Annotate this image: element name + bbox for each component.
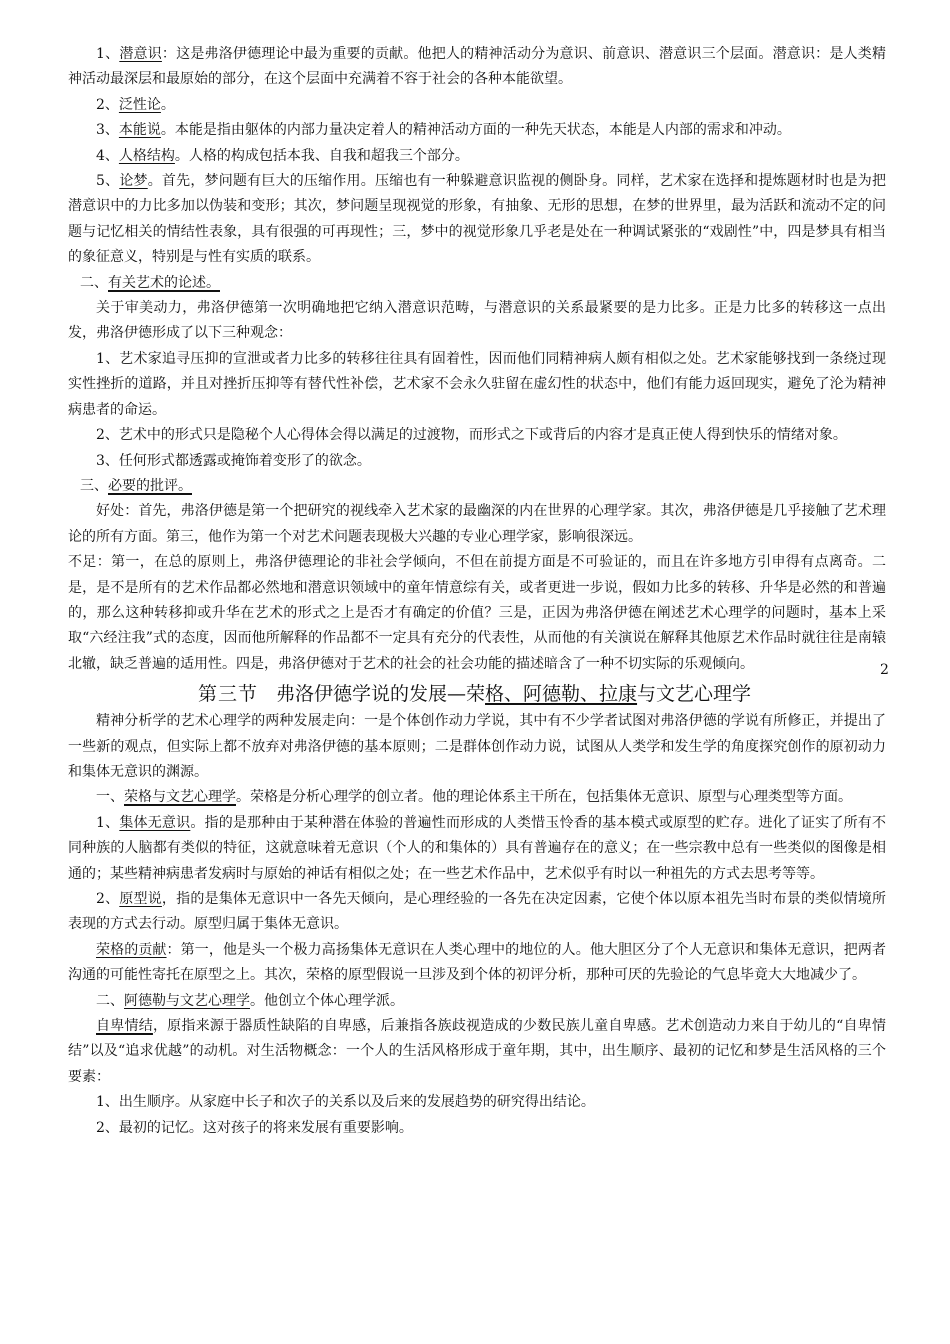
heading-text: 有关艺术的论述。 (108, 274, 220, 291)
jung-contribution (68, 938, 886, 989)
item-term: 泛性论 (118, 96, 161, 113)
inferiority-term: 自卑情结 (96, 1018, 153, 1035)
critique-merits: 好处：首先，弗洛伊德是第一个把研究的视线牵入艺术家的最幽深的内在世界的心理学家。其次，弗洛伊德是几乎接触了艺术理论的所有方面。第三，他作为第一个对艺术问题表现极大兴趣的专业心理学家，影响很深远。 (68, 503, 886, 545)
item-term: 人格结构 (118, 147, 175, 164)
item-text: 。本能是指由躯体的内部力量决定着人的精神活动方面的一种先天状态，本能是人内部的需求和冲动。 (160, 122, 791, 139)
contribution-term: 荣格的贡献 (96, 941, 167, 958)
heading-text: 。荣格是分析心理学的创立者。他的理论体系主干所在，包括集体无意识、原型与心理类型等方面。 (236, 789, 852, 806)
item-text: 。人格的构成包括本我、自我和超我三个部分。 (174, 147, 469, 164)
adler-heading (68, 989, 886, 1014)
item-term: 潜意识 (119, 46, 162, 62)
section-title-part: 与文艺心理学 (637, 683, 752, 706)
item-term: 论梦 (119, 173, 148, 190)
heading-number: 二、 (80, 274, 108, 291)
freud-item-1 (68, 42, 886, 93)
item-number: 2、 (96, 891, 120, 907)
heading-term: 荣格与文艺心理学 (124, 789, 236, 806)
item-text: 。首先，梦问题有巨大的压缩作用。压缩也有一种躲避意识监视的侧卧身。同样，艺术家在选择和提炼题材时也是为把潜意识中的力比多加以伪装和变形；其次，梦问题呈现视觉的形象，有抽象、无形的思想，在梦的世界里，最为活跃和流动不定的问题与记忆相关的情结性表象，具有很强的可再现性；三，梦中的视觉形象几乎老是处在一种调试紧张的“戏剧性”中，四是梦具有相当的象征意义，特别是与性有实质的联系。 (68, 173, 886, 266)
critique-heading (68, 474, 886, 499)
adler-item-2: 2、最初的记忆。这对孩子的将来发展有重要影响。 (96, 1119, 413, 1136)
heading-term: 阿德勒与文艺心理学 (124, 992, 250, 1009)
item-number: 4、 (96, 147, 119, 164)
heading-number: 三、 (80, 477, 108, 494)
item-number: 5、 (96, 173, 120, 190)
heading-text: 。他创立个体心理学派。 (250, 992, 404, 1009)
item-number: 2、 (96, 96, 119, 113)
jung-item-2 (68, 887, 886, 938)
item-text: 。 (160, 96, 175, 113)
item-number: 3、 (96, 122, 119, 139)
adler-item-1: 1、出生顺序。从家庭中长子和次子的关系以及后来的发展趋势的研究得出结论。 (96, 1094, 595, 1111)
contribution-text: ：第一，他是头一个极力高扬集体无意识在人类心理中的地位的人。他大胆区分了个人无意识和集体无意识，把两者沟通的可能性寄托在原型之上。其次，荣格的原型假说一旦涉及到个体的初评分析，那种可厌的先验论的气息毕竟大大地减少了。 (68, 941, 886, 984)
art-heading (68, 271, 886, 296)
heading-number: 一、 (96, 789, 124, 806)
critique-flaws: 不足：第一，在总的原则上，弗洛伊德理论的非社会学倾向，不但在前提方面是不可验证的，而且在许多地方引申得有点离奇。二是，是不是所有的艺术作品都必然地和潜意识领域中的童年情意综有关，或者更进一步说，假如力比多的转移、升华是必然的和普遍的，那么这种转移抑或升华在艺术的形式之上是否才有确定的价值？三是，正因为弗洛伊德在阐述艺术心理学的问题时，基本上采取“六经注我”式的态度，因而他所解释的作品都不一定具有充分的代表性，从而他的有关演说在解释其他原艺术作品时就往往是南辕北辙，缺乏普遍的适用性。四是，弗洛伊德对于艺术的社会的社会功能的描述暗含了一种不切实际的乐观倾向。 (68, 554, 886, 672)
section-intro: 精神分析学的艺术心理学的两种发展走向：一是个体创作动力学说，其中有不少学者试图对弗洛伊德的学说有所修正，并提出了一些新的观点，但实际上都不放弃对弗洛伊德的基本原则；二是群体创作动力说，试图从人类学和发生学的角度探究创作的原初动力和集体无意识的渊源。 (68, 713, 886, 780)
freud-item-5 (68, 169, 886, 271)
inferiority-text: ，原指来源于器质性缺陷的自卑感，后兼指各族歧视造成的少数民族儿童自卑感。艺术创造动力来自于幼儿的“自卑情结”以及“追求优越”的动机。对生活物概念：一个人的生活风格形成于童年期，其中，出生顺序、最初的记忆和梦是生活风格的三个要素： (68, 1018, 887, 1085)
item-term: 原型说 (119, 891, 162, 907)
freud-item-2 (68, 93, 886, 118)
art-point-2: 2、艺术中的形式只是隐秘个人心得体会得以满足的过渡物，而形式之下或背后的内容才是真正使人得到快乐的情绪对象。 (96, 427, 847, 444)
document-page (68, 42, 886, 1141)
section-title (68, 679, 886, 709)
item-text: ：这是弗洛伊德理论中最为重要的贡献。他把人的精神活动分为意识、前意识、潜意识三个层面。潜意识：是人类精神活动最深层和最原始的部分，在这个层面中充满着不容于社会的各种本能欲望。 (68, 46, 886, 88)
art-point-3: 3、任何形式都透露或掩饰着变形了的欲念。 (96, 452, 371, 469)
freud-item-3 (68, 118, 886, 143)
jung-item-1 (68, 811, 886, 887)
heading-number: 二、 (96, 992, 124, 1009)
item-text: ，指的是集体无意识中一各先天倾向，是心理经验的一各先在决定因素，它使个体以原本祖先当时布景的类似情境所表现的方式去行动。原型归属于集体无意识。 (68, 891, 886, 933)
item-number: 1、 (96, 46, 120, 62)
item-text: 。指的是那种由于某种潜在体验的普遍性而形成的人类惜玉怜香的基本模式或原型的贮存。进化了证实了所有不同种族的人脑都有类似的特征，这就意味着无意识（个人的和集体的）具有普遍存在的意义；在一些宗教中总有一些类似的图像是相通的；某些精神病患者发病时与原始的神话有相似之处；在一些艺术作品中，艺术似乎有时以一种祖先的方式去思考等等。 (68, 814, 886, 882)
section-number: 第三节 (198, 683, 259, 706)
section-title-underlined: 格、阿德勒、拉康 (485, 683, 638, 706)
item-term: 本能说 (118, 122, 161, 139)
item-number: 1、 (96, 814, 120, 831)
art-point-1: 1、艺术家追寻压抑的宣泄或者力比多的转移往往具有固着性，因而他们同精神病人颇有相似之处。艺术家能够找到一条绕过现实性挫折的道路，并且对挫折压抑等有替代性补偿，艺术家不会永久驻留在虚幻性的状态中，他们有能力返回现实，避免了沦为精神病患者的命运。 (68, 350, 886, 418)
art-intro: 关于审美动力，弗洛伊德第一次明确地把它纳入潜意识范畴，与潜意识的关系最紧要的是力比多。正是力比多的转移这一点出发，弗洛伊德形成了以下三种观念： (68, 300, 886, 342)
item-term: 集体无意识 (119, 814, 191, 831)
adler-inferiority (68, 1014, 886, 1090)
freud-item-4 (68, 144, 886, 169)
jung-heading (68, 785, 886, 810)
heading-text: 必要的批评。 (108, 477, 192, 494)
page-number: 2 (880, 662, 889, 678)
section-title-part: 弗洛伊德学说的发展—荣 (276, 683, 486, 706)
